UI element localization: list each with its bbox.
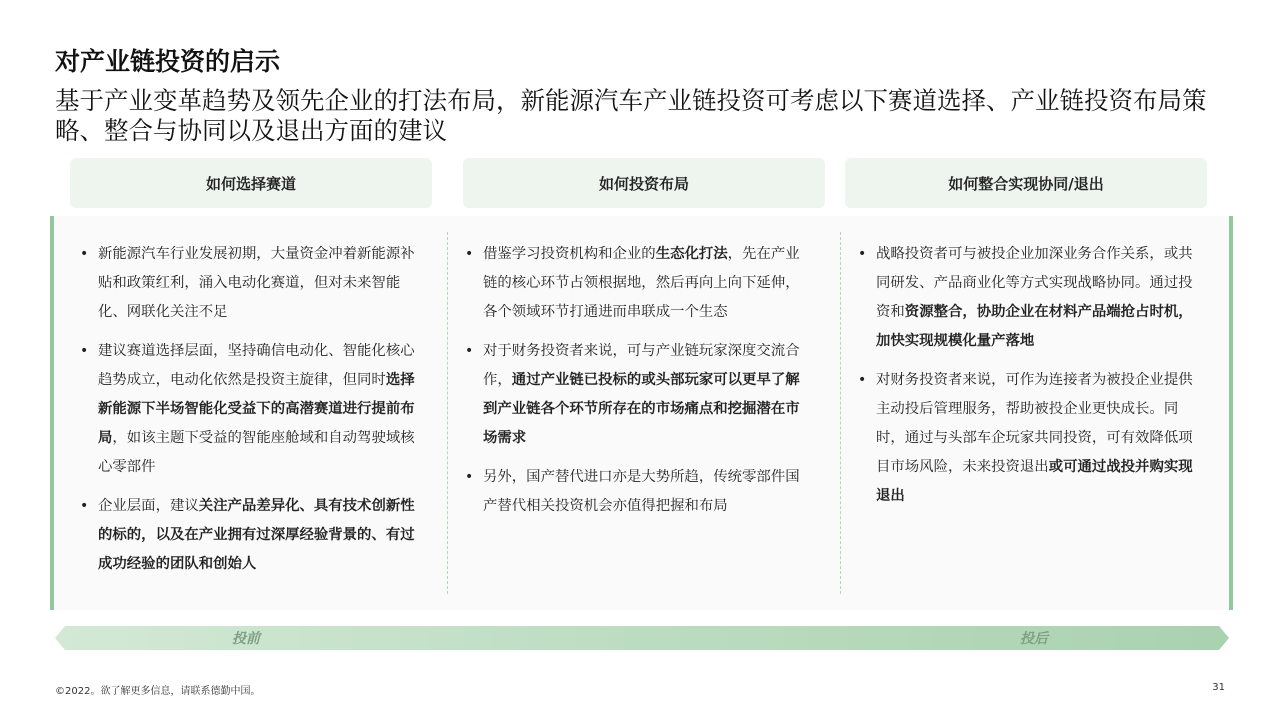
bullet-text-bold: 或可通过战投并购实现退出 xyxy=(876,459,1193,504)
column-header-integration-exit: 如何整合实现协同/退出 xyxy=(845,158,1207,208)
column-divider xyxy=(840,232,841,594)
bullet-text: 企业层面，建议 xyxy=(98,498,199,514)
column-integration-exit xyxy=(858,240,1203,521)
bullet-text: ，如该主题下受益的智能座舱域和自动驾驶域核心零部件 xyxy=(98,430,415,475)
page-number: 31 xyxy=(1212,682,1225,693)
column-header-track-selection: 如何选择赛道 xyxy=(70,158,432,208)
bullet-list xyxy=(858,240,1203,511)
page-subtitle: 基于产业变革趋势及领先企业的打法布局，新能源汽车产业链投资可考虑以下赛道选择、产业链投资布局策略、整合与协同以及退出方面的建议 xyxy=(55,86,1207,145)
bullet-item xyxy=(80,240,425,327)
bullet-list xyxy=(80,240,425,579)
bullet-text-bold: 资源整合，协助企业在材料产品端抢占时机，加快实现规模化量产落地 xyxy=(876,304,1193,349)
timeline-end-label: 投后 xyxy=(1020,631,1048,647)
bullet-item xyxy=(858,366,1203,511)
bullet-text: 建议赛道选择层面，坚持确信电动化、智能化核心趋势成立，电动化依然是投资主旋律，但同时 xyxy=(98,343,415,388)
column-investment-layout xyxy=(465,240,810,531)
bullet-text-bold: 关注产品差异化、具有技术创新性的标的，以及在产业拥有过深厚经验背景的、有过成功经验的团队和创始人 xyxy=(98,498,415,572)
column-track-selection xyxy=(80,240,425,589)
bullet-text: 新能源汽车行业发展初期，大量资金冲着新能源补贴和政策红利，涌入电动化赛道，但对未来智能化、网联化关注不足 xyxy=(98,246,415,320)
bullet-text: 另外，国产替代进口亦是大势所趋，传统零部件国产替代相关投资机会亦值得把握和布局 xyxy=(483,469,800,514)
bullet-item xyxy=(465,463,810,521)
bullet-text: 借鉴学习投资机构和企业的 xyxy=(483,246,656,262)
bullet-text: ，先在产业链的核心环节占领根据地，然后再向上向下延伸，各个领域环节打通进而串联成一个生态 xyxy=(483,246,800,320)
footer-copyright: ©2022。欲了解更多信息，请联系德勤中国。 xyxy=(55,686,261,697)
bullet-text-bold: 通过产业链已投标的或头部玩家可以更早了解到产业链各个环节所存在的市场痛点和挖掘潜在市场需求 xyxy=(483,372,800,446)
bullet-item xyxy=(465,240,810,327)
timeline-start-label: 投前 xyxy=(232,631,260,647)
column-header-investment-layout: 如何投资布局 xyxy=(463,158,825,208)
bullet-text: 对于财务投资者来说，可与产业链玩家深度交流合作， xyxy=(483,343,800,388)
bullet-item xyxy=(80,492,425,579)
bullet-item xyxy=(80,337,425,482)
bullet-text: 战略投资者可与被投企业加深业务合作关系，或共同研发、产品商业化等方式实现战略协同。通过投资和 xyxy=(876,246,1193,320)
column-divider xyxy=(447,232,448,594)
page-title: 对产业链投资的启示 xyxy=(55,47,281,76)
bullet-item xyxy=(465,337,810,453)
bullet-list xyxy=(465,240,810,521)
bullet-text-bold: 选择新能源下半场智能化受益下的高潜赛道进行提前布局 xyxy=(98,372,415,446)
bullet-text: 对财务投资者来说，可作为连接者为被投企业提供主动投后管理服务，帮助被投企业更快成长。同时，通过与头部车企玩家共同投资，可有效降低项目市场风险，未来投资退出 xyxy=(876,372,1193,475)
bullet-text-bold: 生态化打法 xyxy=(655,246,728,262)
bullet-item xyxy=(858,240,1203,356)
